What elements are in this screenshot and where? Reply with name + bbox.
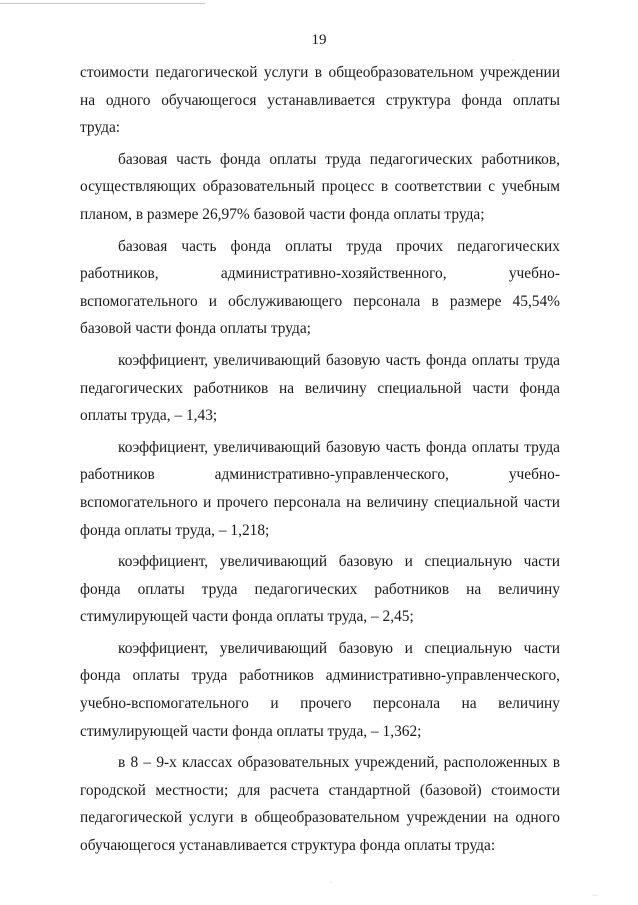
paragraph-coefficient-stimulating-admin: коэффициент, увеличивающий базовую и специальную части фонда оплаты труда работников административно-управленческого, учебно-вспомогательного и прочего персонала на величину стимулирующей части фонда оплаты труда, – 1,362;: [80, 639, 560, 740]
page-number: 19: [311, 32, 327, 48]
scan-speck: ···: [592, 893, 598, 899]
paragraph-base-part-teachers: базовая часть фонда оплаты труда педагогических работников, осуществляющих образовательный процесс в соответствии с учебным планом, в размере 26,97% базовой части фонда оплаты труда;: [80, 150, 560, 223]
paragraph-coefficient-stimulating-teachers: коэффициент, увеличивающий базовую и специальную части фонда оплаты труда педагогических работников на величину стимулирующей части фонда оплаты труда, – 2,45;: [80, 553, 560, 626]
scan-speck: ·: [512, 58, 514, 64]
paragraph-coefficient-special-admin: коэффициент, увеличивающий базовую часть фонда оплаты труда работников административно-управленческого, учебно-вспомогательного и прочего персонала на величину специальной части фонда оплаты труда, – 1,218;: [80, 438, 560, 539]
paragraph-base-part-other-staff: базовая часть фонда оплаты труда прочих педагогических работников, административно-хозяйственного, учебно-вспомогательного и обслуживающего персонала в размере 45,54% базовой части фонда оплаты труда;: [80, 237, 560, 338]
paragraph-continuation: стоимости педагогической услуги в общеобразовательном учреждении на одного обучающегося устанавливается структура фонда оплаты труда:: [80, 64, 560, 137]
document-body: [80, 59, 560, 860]
scan-speck: ·: [330, 880, 332, 886]
paragraph-grades-8-9: в 8 – 9-х классах образовательных учреждений, расположенных в городской местности; для расчета стандартной (базовой) стоимости педагогической услуги в общеобразовательном учреждении на одного обучающегося устанавливается структура фонда оплаты труда:: [80, 754, 560, 855]
paragraph-coefficient-special-teachers: коэффициент, увеличивающий базовую часть фонда оплаты труда педагогических работников на величину специальной части фонда оплаты труда, – 1,43;: [80, 351, 560, 425]
scan-edge-line: [0, 3, 205, 4]
